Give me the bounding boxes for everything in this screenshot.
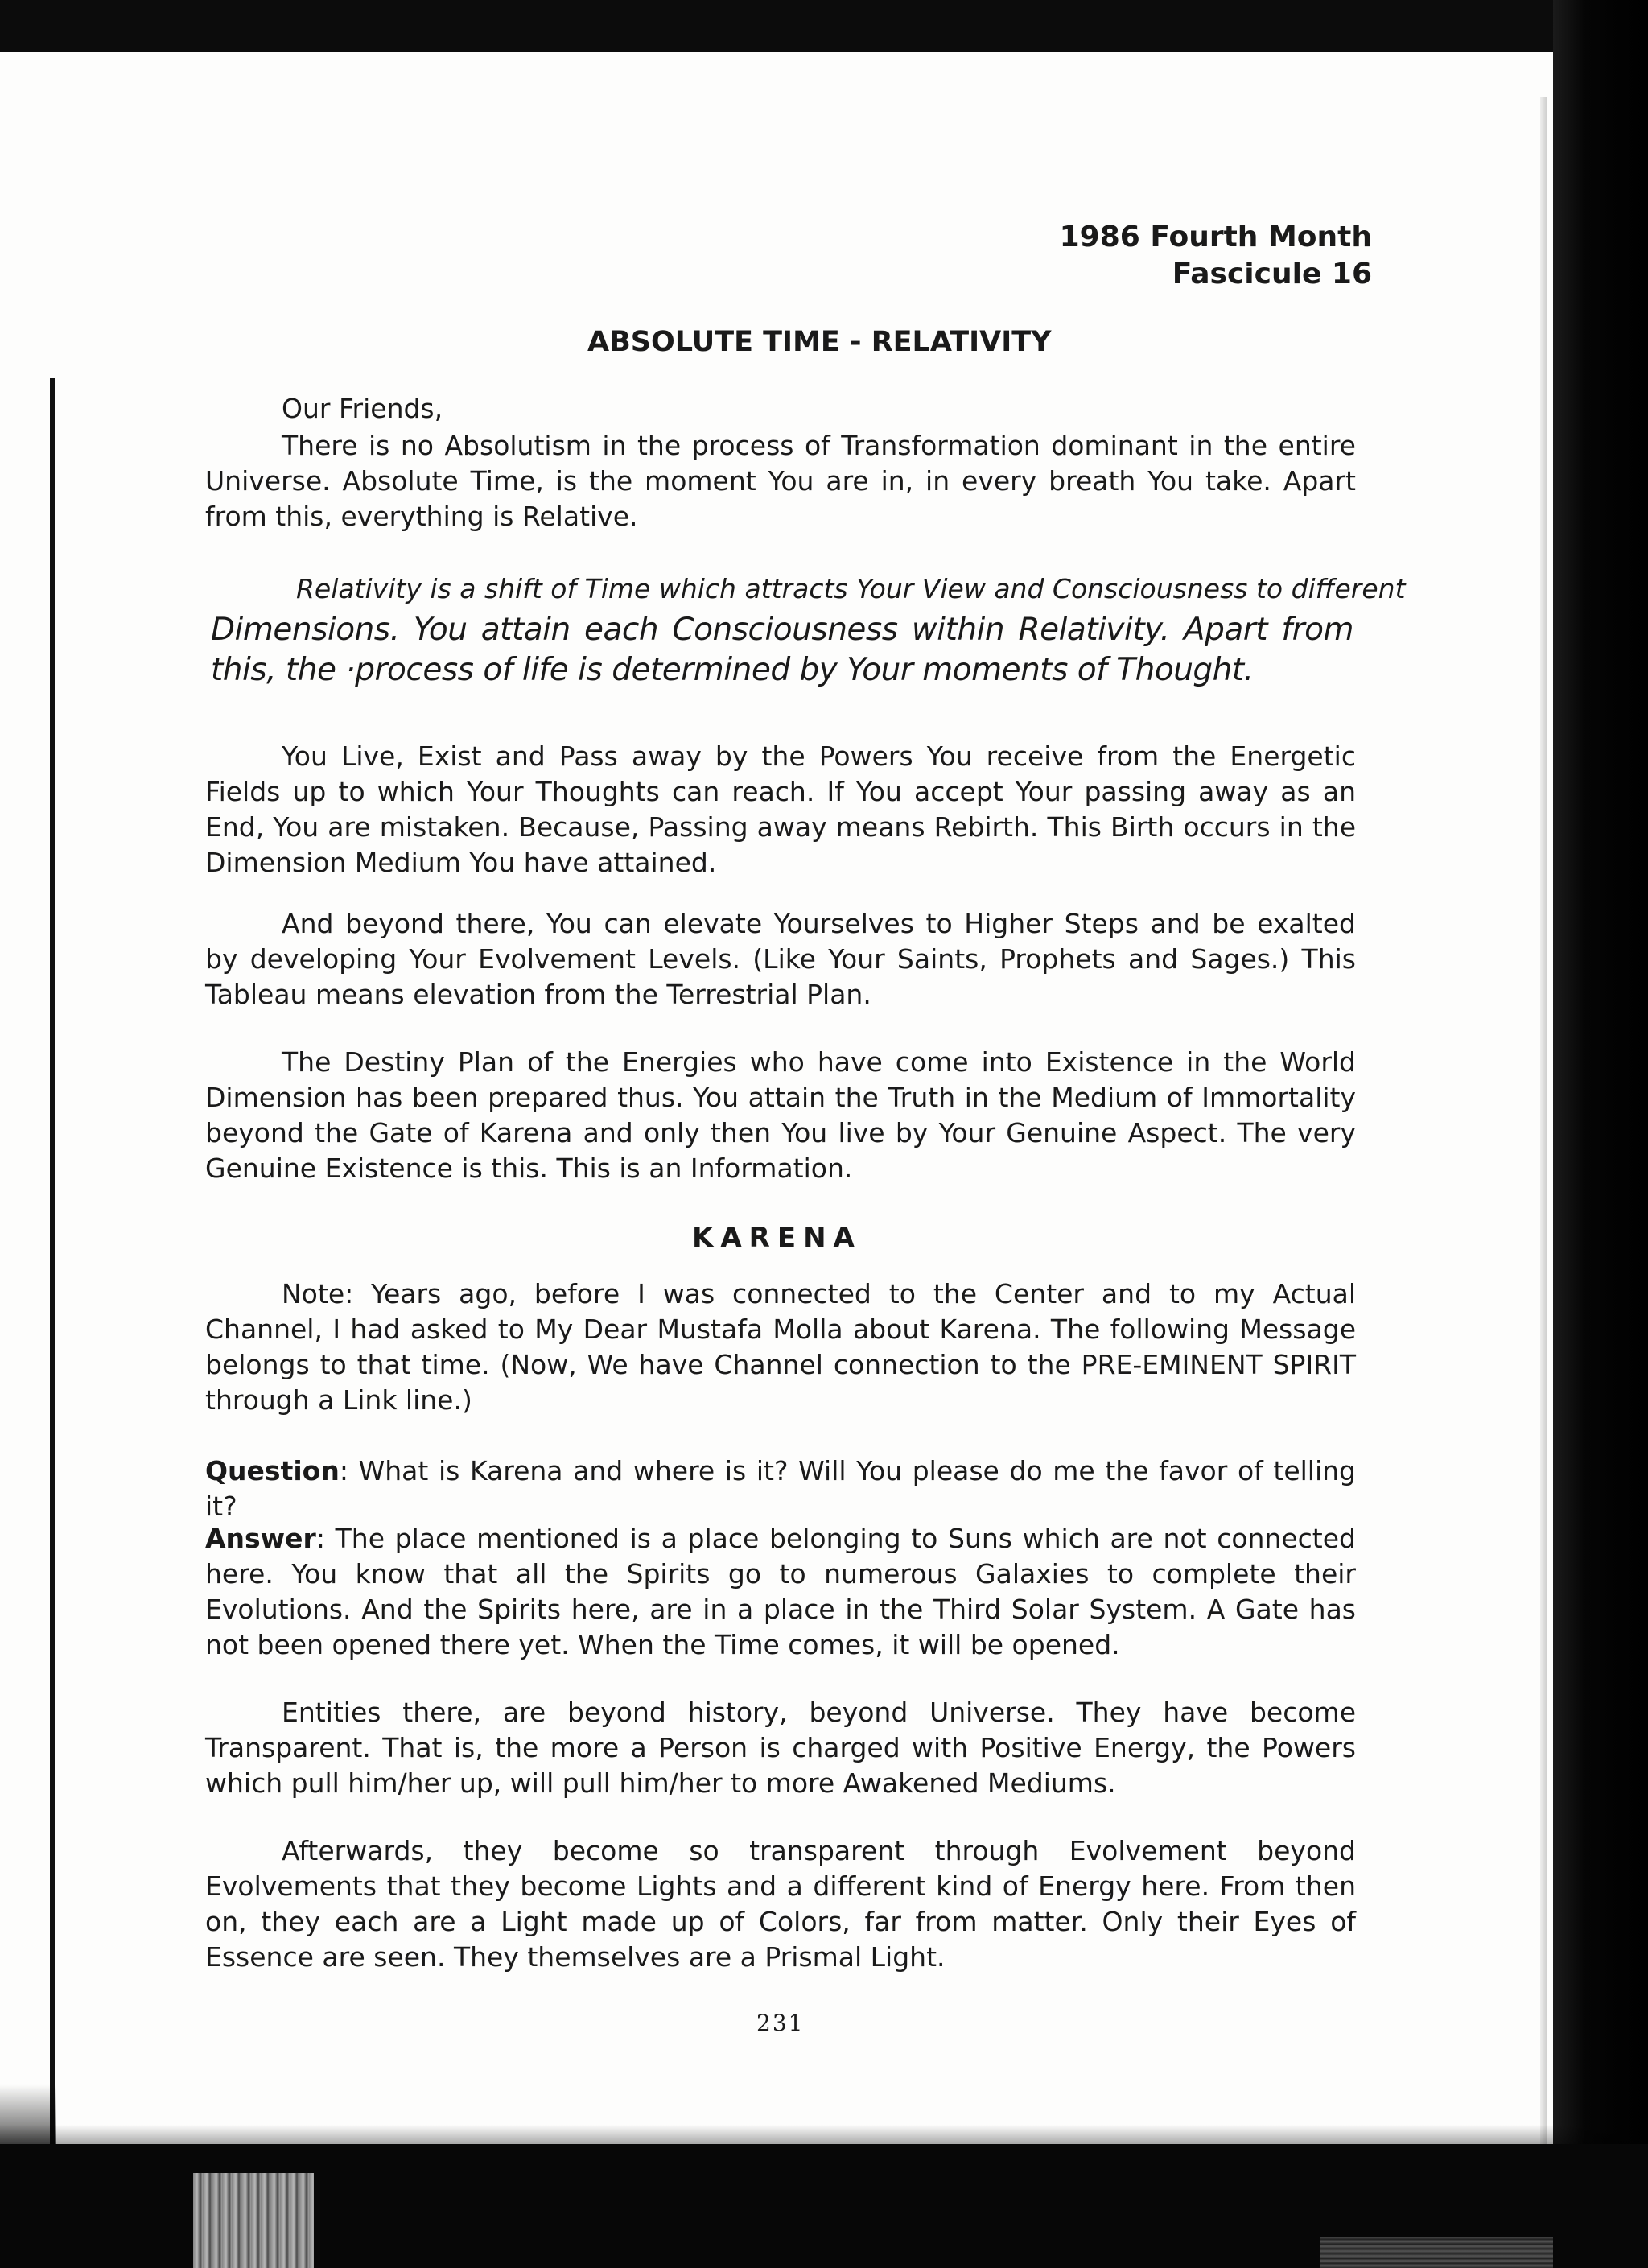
scan-edge-left xyxy=(50,378,55,2173)
paragraph-relativity-line1: Relativity is a shift of Time which attracts Your View and Consciousness to different xyxy=(296,573,1406,604)
paragraph-afterwards: Afterwards, they become so transparent through Evolvement beyond Evolvements that they become Lights and a different kind of Energy here. From then on, they each are a Light made up of Colors, far from matter. Only their Eyes of Essence are seen. They themselves are a Prismal Light. xyxy=(205,1835,1356,1973)
scan-artifact-stripes-right xyxy=(1320,2237,1553,2268)
page-title: ABSOLUTE TIME - RELATIVITY xyxy=(587,326,1052,358)
question-paragraph xyxy=(205,1454,1356,1524)
question-label: Question xyxy=(205,1455,340,1487)
karena-heading: KARENA xyxy=(692,1222,862,1254)
paragraph-absolutism: There is no Absolutism in the process of Transformation dominant in the entire Universe. Absolute Time, is the moment You are in, in every breath You take. Apart from this, everything is Relative. xyxy=(205,430,1356,532)
question-text: : What is Karena and where is it? Will You please do me the favor of telling it? xyxy=(205,1455,1356,1522)
scan-edge-right xyxy=(1553,0,1648,2268)
header-fascicule: Fascicule 16 xyxy=(1172,258,1372,291)
answer-paragraph xyxy=(205,1521,1356,1663)
paragraph-destiny-plan: The Destiny Plan of the Energies who have come into Existence in the World Dimension has been prepared thus. You attain the Truth in the Medium of Immortality beyond the Gate of Karena and only then You live by Your Genuine Aspect. The very Genuine Existence is this. This is an Information. xyxy=(205,1046,1356,1184)
answer-text: : The place mentioned is a place belonging to Suns which are not connected here. You know that all the Spirits go to numerous Galaxies to complete their Evolutions. And the Spirits here, are in a place in the Third Solar System. A Gate has not been opened there yet. When the Time comes, it will be opened. xyxy=(205,1523,1356,1660)
paragraph-live-exist: You Live, Exist and Pass away by the Powers You receive from the Energetic Fields up to which Your Thoughts can reach. If You accept Your passing away as an End, You are mistaken. Because, Passing away means Rebirth. This Birth occurs in the Dimension Medium You have attained. xyxy=(205,740,1356,878)
scan-edge-top xyxy=(0,0,1648,52)
greeting: Our Friends, xyxy=(282,393,443,424)
paragraph-entities: Entities there, are beyond history, beyond Universe. They have become Transparent. That is, the more a Person is charged with Positive Energy, the Powers which pull him/her up, will pull him/her to more Awakened Mediums. xyxy=(205,1697,1356,1799)
paragraph-beyond-there: And beyond there, You can elevate Yourselves to Higher Steps and be exalted by developing Your Evolvement Levels. (Like Your Saints, Prophets and Sages.) This Tableau means elevation from the Terrestrial Plan. xyxy=(205,908,1356,1010)
paragraph-relativity-rest: Dimensions. You attain each Consciousness within Relativity. Apart from this, the ·process of life is determined by Your moments of Thought. xyxy=(211,612,1353,688)
scan-artifact-stripes xyxy=(193,2173,314,2268)
header-date: 1986 Fourth Month xyxy=(1059,221,1372,254)
answer-label: Answer xyxy=(205,1523,316,1554)
page-number: 231 xyxy=(756,2010,805,2036)
page-gutter-shadow xyxy=(1540,97,1547,2157)
paragraph-note: Note: Years ago, before I was connected to the Center and to my Actual Channel, I had asked to My Dear Mustafa Molla about Karena. The following Message belongs to that time. (Now, We have Channel connection to the PRE-EMINENT SPIRIT through a Link line.) xyxy=(205,1278,1356,1416)
